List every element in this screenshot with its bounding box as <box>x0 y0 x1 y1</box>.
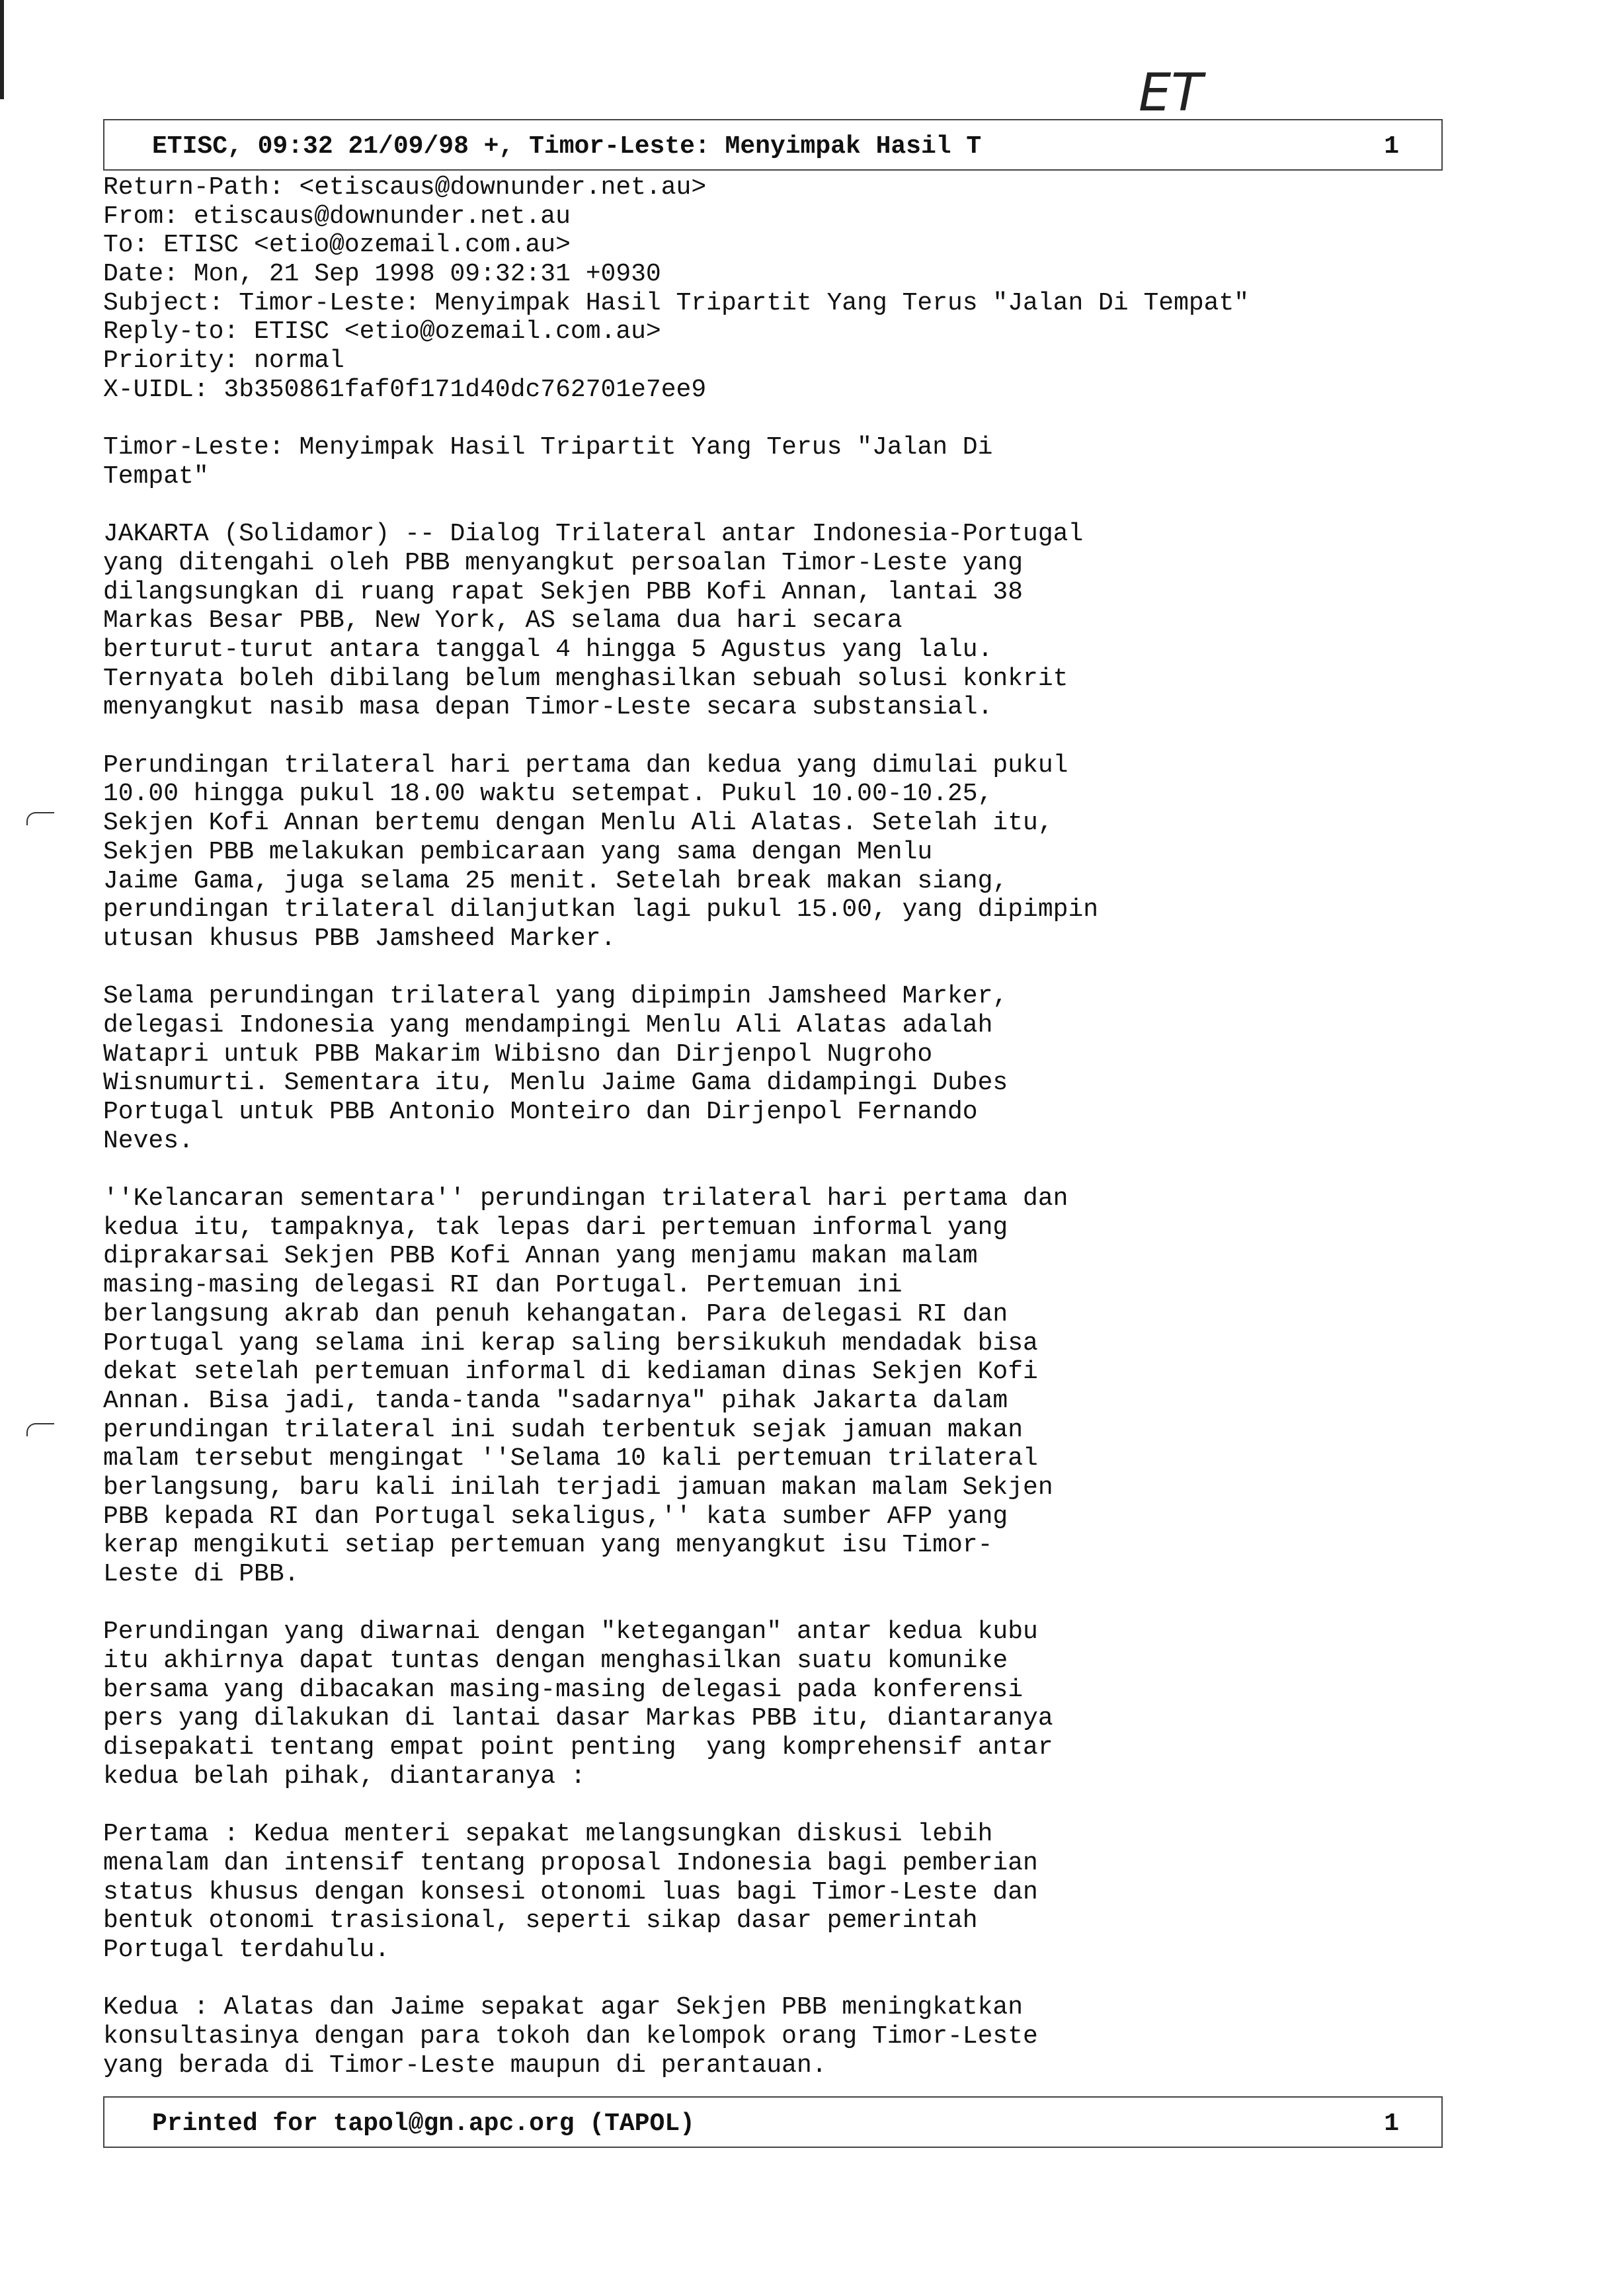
paragraph-line: PBB kepada RI dan Portugal sekaligus,'' kata sumber AFP yang <box>103 1502 1008 1531</box>
paragraph-line: Sekjen Kofi Annan bertemu dengan Menlu Ali Alatas. Setelah itu, <box>103 809 1053 838</box>
paragraph-line: bersama yang dibacakan masing-masing delegasi pada konferensi <box>103 1675 1024 1704</box>
paragraph-line: Kedua : Alatas dan Jaime sepakat agar Sekjen PBB meningkatkan <box>103 1993 1024 2022</box>
paragraph-line: Leste di PBB. <box>103 1560 300 1588</box>
paragraph-line: Perundingan trilateral hari pertama dan kedua yang dimulai pukul <box>103 751 1068 780</box>
paragraph-line: masing-masing delegasi RI dan Portugal. Pertemuan ini <box>103 1271 903 1300</box>
top-header-bar <box>103 119 1443 171</box>
paragraph-line: malam tersebut mengingat ''Selama 10 kali pertemuan trilateral <box>103 1444 1038 1473</box>
paragraph <box>103 1618 1505 1791</box>
paragraph-line: bentuk otonomi trasisional, seperti sikap dasar pemerintah <box>103 1906 978 1936</box>
bottom-bar-label: Printed for tapol@gn.apc.org (TAPOL) <box>152 2110 695 2138</box>
header-line: To: ETISC <etio@ozemail.com.au> <box>103 231 571 260</box>
top-bar-label: ETISC, 09:32 21/09/98 +, Timor-Leste: Menyimpak Hasil T <box>152 132 982 161</box>
paragraph-line: Wisnumurti. Sementara itu, Menlu Jaime Gama didampingi Dubes <box>103 1069 1008 1098</box>
paragraph <box>103 1184 1505 1589</box>
paragraph-line: kedua belah pihak, diantaranya : <box>103 1762 586 1791</box>
paragraph-line: itu akhirnya dapat tuntas dengan menghasilkan suatu komunike <box>103 1647 1008 1676</box>
paragraph-line: yang berada di Timor-Leste maupun di perantauan. <box>103 2051 827 2080</box>
paragraph-line: Selama perundingan trilateral yang dipimpin Jamsheed Marker, <box>103 982 1008 1011</box>
handwritten-mark: ET <box>1139 63 1203 123</box>
paragraph-line: Markas Besar PBB, New York, AS selama dua hari secara <box>103 606 903 636</box>
scan-edge-mark <box>0 0 4 99</box>
paragraph-line: Annan. Bisa jadi, tanda-tanda "sadarnya" pihak Jakarta dalam <box>103 1386 1008 1415</box>
paragraph-line: dilangsungkan di ruang rapat Sekjen PBB Kofi Annan, lantai 38 <box>103 577 1024 606</box>
paragraph-line: perundingan trilateral dilanjutkan lagi pukul 15.00, yang dipimpin <box>103 895 1099 924</box>
paragraph-line: yang ditengahi oleh PBB menyangkut persoalan Timor-Leste yang <box>103 548 1024 577</box>
paragraph-line: JAKARTA (Solidamor) -- Dialog Trilateral antar Indonesia-Portugal <box>103 520 1084 549</box>
title-line: Timor-Leste: Menyimpak Hasil Tripartit Yang Terus "Jalan Di <box>103 433 993 462</box>
paragraph <box>103 982 1505 1155</box>
paragraph-line: diprakarsai Sekjen PBB Kofi Annan yang menjamu makan malam <box>103 1242 978 1271</box>
header-line: Subject: Timor-Leste: Menyimpak Hasil Tripartit Yang Terus "Jalan Di Tempat" <box>103 288 1250 317</box>
paragraph <box>103 751 1505 954</box>
title-line: Tempat" <box>103 462 209 491</box>
paragraph-line: delegasi Indonesia yang mendampingi Menlu Ali Alatas adalah <box>103 1010 993 1040</box>
paragraph-line: Ternyata boleh dibilang belum menghasilkan sebuah solusi konkrit <box>103 664 1068 693</box>
header-line: Priority: normal <box>103 347 344 376</box>
article-title <box>103 433 1505 491</box>
paragraph-line: ''Kelancaran sementara'' perundingan trilateral hari pertama dan <box>103 1184 1068 1213</box>
paragraph-line: konsultasinya dengan para tokoh dan kelompok orang Timor-Leste <box>103 2022 1038 2051</box>
margin-mark <box>26 812 54 825</box>
paragraph-line: menalam dan intensif tentang proposal Indonesia bagi pemberian <box>103 1848 1038 1877</box>
paragraph-line: Jaime Gama, juga selama 25 menit. Setelah break makan siang, <box>103 866 1008 895</box>
header-line: From: etiscaus@downunder.net.au <box>103 202 571 231</box>
paragraph-line: berturut-turut antara tanggal 4 hingga 5 Agustus yang lalu. <box>103 636 993 664</box>
email-body <box>103 173 1505 2080</box>
paragraph-line: Watapri untuk PBB Makarim Wibisno dan Dirjenpol Nugroho <box>103 1040 933 1069</box>
email-header-block <box>103 173 1505 405</box>
paragraph-line: berlangsung akrab dan penuh kehangatan. Para delegasi RI dan <box>103 1299 1008 1329</box>
header-line: Date: Mon, 21 Sep 1998 09:32:31 +0930 <box>103 260 661 289</box>
paragraph-line: Perundingan yang diwarnai dengan "ketegangan" antar kedua kubu <box>103 1618 1038 1647</box>
header-line: Reply-to: ETISC <etio@ozemail.com.au> <box>103 317 661 347</box>
paragraph-line: pers yang dilakukan di lantai dasar Markas PBB itu, diantaranya <box>103 1704 1053 1733</box>
paragraph-line: Portugal yang selama ini kerap saling bersikukuh mendadak bisa <box>103 1329 1038 1358</box>
paragraph-line: berlangsung, baru kali inilah terjadi jamuan makan malam Sekjen <box>103 1473 1053 1502</box>
paragraph-line: status khusus dengan konsesi otonomi luas bagi Timor-Leste dan <box>103 1877 1038 1906</box>
paragraph-line: Portugal untuk PBB Antonio Monteiro dan Dirjenpol Fernando <box>103 1098 978 1126</box>
bottom-footer-bar <box>103 2096 1443 2148</box>
paragraph-line: Neves. <box>103 1126 194 1155</box>
paragraph <box>103 1820 1505 1964</box>
paragraph-line: Portugal terdahulu. <box>103 1935 390 1964</box>
bottom-bar-page-number: 1 <box>1384 2110 1399 2138</box>
paragraph-line: 10.00 hingga pukul 18.00 waktu setempat. Pukul 10.00-10.25, <box>103 780 993 809</box>
margin-mark <box>26 1423 54 1436</box>
paragraph-line: kedua itu, tampaknya, tak lepas dari pertemuan informal yang <box>103 1213 1008 1242</box>
header-line: X-UIDL: 3b350861faf0f171d40dc762701e7ee9 <box>103 375 707 404</box>
paragraph-line: menyangkut nasib masa depan Timor-Leste secara substansial. <box>103 693 993 722</box>
header-line: Return-Path: <etiscaus@downunder.net.au> <box>103 173 707 202</box>
paragraph-line: Sekjen PBB melakukan pembicaraan yang sama dengan Menlu <box>103 837 933 866</box>
paragraph <box>103 520 1505 722</box>
top-bar-page-number: 1 <box>1384 132 1399 161</box>
paragraph <box>103 1993 1505 2080</box>
paragraph-line: kerap mengikuti setiap pertemuan yang menyangkut isu Timor- <box>103 1531 993 1560</box>
paragraph-line: Pertama : Kedua menteri sepakat melangsungkan diskusi lebih <box>103 1820 993 1849</box>
paragraph-line: dekat setelah pertemuan informal di kediaman dinas Sekjen Kofi <box>103 1358 1038 1387</box>
paragraph-line: perundingan trilateral ini sudah terbentuk sejak jamuan makan <box>103 1415 1024 1444</box>
paragraph-line: disepakati tentang empat point penting yang komprehensif antar <box>103 1733 1053 1762</box>
paragraph-line: utusan khusus PBB Jamsheed Marker. <box>103 924 616 953</box>
